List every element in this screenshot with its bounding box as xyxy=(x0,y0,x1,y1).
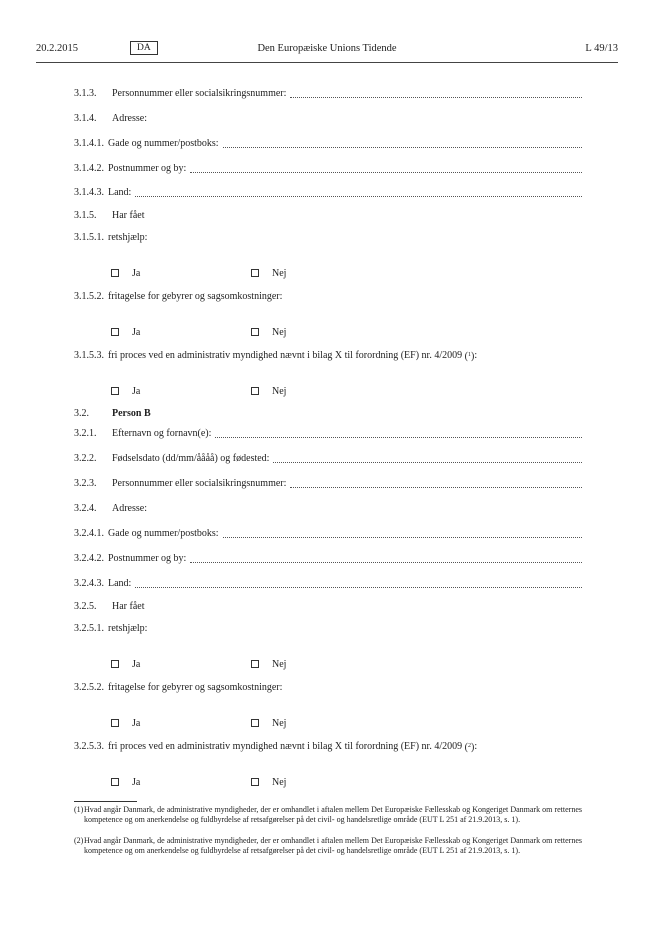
footnote-text: Hvad angår Danmark, de administrative myndigheder, der er omhandlet i aftalen mellem Det Europæiske Fællesskab og Kongeriget Danmark om retternes kompetence og om anerkendelse og fuldbyrdelse af retsafgørelser på det civil- og handelsretlige område (EUT L 251 af 21.9.2013, s. 1). xyxy=(84,836,582,855)
form-row-personnummer-b xyxy=(74,477,582,490)
item-number: 3.2.4. xyxy=(74,503,97,514)
item-label: Har fået xyxy=(112,210,145,221)
form-row-retshjaelp-a xyxy=(74,231,582,244)
item-label: Gade og nummer/postboks: xyxy=(108,138,219,149)
checkbox-nej[interactable] xyxy=(251,269,259,277)
checkbox-label: Ja xyxy=(132,777,141,788)
item-number: 3.2. xyxy=(74,408,89,419)
fill-in-field[interactable] xyxy=(223,137,582,148)
section-title: Person B xyxy=(112,408,151,419)
checkbox-ja[interactable] xyxy=(111,328,119,336)
checkbox-label: Ja xyxy=(132,327,141,338)
form-row-gade-a xyxy=(74,137,582,150)
footnote-2 xyxy=(74,836,582,855)
item-label: fri proces ved en administrativ myndighed nævnt i bilag X til forordning (EF) nr. 4/2009 xyxy=(108,741,463,752)
checkbox-label: Ja xyxy=(132,718,141,729)
checkbox-label: Nej xyxy=(272,386,287,397)
item-number: 3.2.5. xyxy=(74,601,97,612)
checkbox-nej[interactable] xyxy=(251,778,259,786)
header-divider xyxy=(36,62,618,63)
checkbox-nej[interactable] xyxy=(251,387,259,395)
checkbox-label: Nej xyxy=(272,268,287,279)
fill-in-field[interactable] xyxy=(135,186,582,197)
item-number: 3.2.4.1. xyxy=(74,528,104,539)
item-number: 3.2.5.1. xyxy=(74,623,104,634)
form-row-efternavn-b xyxy=(74,427,582,440)
page-number: L 49/13 xyxy=(585,43,618,54)
item-label: retshjælp: xyxy=(108,232,148,243)
checkbox-label: Ja xyxy=(132,386,141,397)
item-label: fritagelse for gebyrer og sagsomkostninger: xyxy=(108,291,283,302)
form-row-retshjaelp-b xyxy=(74,622,582,635)
item-number: 3.1.3. xyxy=(74,88,97,99)
checkbox-ja[interactable] xyxy=(111,387,119,395)
footnote-1 xyxy=(74,805,582,824)
footnote-divider xyxy=(74,801,137,802)
item-label: Land: xyxy=(108,578,132,589)
item-number: 3.2.3. xyxy=(74,478,97,489)
footnote-text: Hvad angår Danmark, de administrative myndigheder, der er omhandlet i aftalen mellem Det Europæiske Fællesskab og Kongeriget Danmark om retternes kompetence og om anerkendelse og fuldbyrdelse af retsafgørelser på det civil- og handelsretlige område (EUT L 251 af 21.9.2013, s. 1). xyxy=(84,805,582,824)
item-number: 3.1.4.3. xyxy=(74,187,104,198)
item-label: Postnummer og by: xyxy=(108,163,187,174)
form-row-gade-b xyxy=(74,527,582,540)
item-label: Gade og nummer/postboks: xyxy=(108,528,219,539)
item-number: 3.2.4.3. xyxy=(74,578,104,589)
checkbox-ja[interactable] xyxy=(111,719,119,727)
section-heading-person-b xyxy=(74,407,582,420)
form-row-fri-proces-a: 3.1.5.3. fri proces ved en administrativ myndighed nævnt i bilag X til forordning (EF) nr. 4/2009 ($^1$) : xyxy=(74,350,478,362)
form-row-har-faaet-b xyxy=(74,600,582,613)
item-number: 3.2.1. xyxy=(74,428,97,439)
form-row-adresse-b xyxy=(74,502,582,515)
form-row-land-a xyxy=(74,186,582,199)
item-label: Postnummer og by: xyxy=(108,553,187,564)
form-row-postnummer-b xyxy=(74,552,582,565)
item-label: Personnummer eller socialsikringsnummer: xyxy=(112,88,287,99)
form-row-personnummer-a xyxy=(74,87,582,100)
item-label: fri proces ved en administrativ myndighed nævnt i bilag X til forordning (EF) nr. 4/2009 xyxy=(108,350,463,361)
checkbox-label: Nej xyxy=(272,718,287,729)
fill-in-field[interactable] xyxy=(135,577,582,588)
item-label: Adresse: xyxy=(112,113,147,124)
footnote-marker: (2) xyxy=(74,836,84,845)
item-number: 3.2.4.2. xyxy=(74,553,104,564)
form-row-fritagelse-a xyxy=(74,290,582,303)
form-row-fritagelse-b xyxy=(74,681,582,694)
fill-in-field[interactable] xyxy=(190,162,582,173)
item-label: retshjælp: xyxy=(108,623,148,634)
footnote-ref[interactable]: 2 xyxy=(467,743,471,749)
item-number: 3.2.5.3. xyxy=(74,741,104,752)
form-row-har-faaet-a xyxy=(74,209,582,222)
journal-title: Den Europæiske Unions Tidende xyxy=(257,43,397,54)
item-number: 3.1.4. xyxy=(74,113,97,124)
item-number: 3.1.5.3. xyxy=(74,350,104,361)
checkbox-label: Ja xyxy=(132,659,141,670)
item-label: Har fået xyxy=(112,601,145,612)
item-number: 3.1.5. xyxy=(74,210,97,221)
checkbox-ja[interactable] xyxy=(111,660,119,668)
item-number: 3.2.5.2. xyxy=(74,682,104,693)
fill-in-field[interactable] xyxy=(215,427,582,438)
form-row-land-b xyxy=(74,577,582,590)
item-suffix: : xyxy=(474,350,478,361)
item-number: 3.1.5.1. xyxy=(74,232,104,243)
form-row-postnummer-a xyxy=(74,162,582,175)
checkbox-ja[interactable] xyxy=(111,778,119,786)
item-label: Adresse: xyxy=(112,503,147,514)
item-number: 3.2.2. xyxy=(74,453,97,464)
checkbox-nej[interactable] xyxy=(251,328,259,336)
checkbox-label: Nej xyxy=(272,777,287,788)
checkbox-nej[interactable] xyxy=(251,660,259,668)
fill-in-field[interactable] xyxy=(273,452,582,463)
item-label: Land: xyxy=(108,187,132,198)
form-row-foedselsdato-b xyxy=(74,452,582,465)
item-number: 3.1.5.2. xyxy=(74,291,104,302)
fill-in-field[interactable] xyxy=(290,87,582,98)
checkbox-label: Ja xyxy=(132,268,141,279)
item-label: fritagelse for gebyrer og sagsomkostninger: xyxy=(108,682,283,693)
fill-in-field[interactable] xyxy=(190,552,582,563)
checkbox-nej[interactable] xyxy=(251,719,259,727)
fill-in-field[interactable] xyxy=(290,477,582,488)
footnote-ref[interactable]: 1 xyxy=(467,352,471,358)
checkbox-label: Nej xyxy=(272,327,287,338)
language-badge: DA xyxy=(130,41,158,55)
item-label: Fødselsdato (dd/mm/åååå) og fødested: xyxy=(112,453,270,464)
item-number: 3.1.4.2. xyxy=(74,163,104,174)
item-number: 3.1.4.1. xyxy=(74,138,104,149)
publication-date: 20.2.2015 xyxy=(36,43,78,54)
item-label: Efternavn og fornavn(e): xyxy=(112,428,212,439)
fill-in-field[interactable] xyxy=(223,527,582,538)
form-row-adresse-a xyxy=(74,112,582,125)
checkbox-label: Nej xyxy=(272,659,287,670)
checkbox-ja[interactable] xyxy=(111,269,119,277)
item-label: Personnummer eller socialsikringsnummer: xyxy=(112,478,287,489)
footnote-marker: (1) xyxy=(74,805,84,814)
page-header xyxy=(36,43,618,57)
form-row-fri-proces-b: 3.2.5.3. fri proces ved en administrativ myndighed nævnt i bilag X til forordning (EF) nr. 4/2009 ($^2$) : xyxy=(74,741,478,753)
item-suffix: : xyxy=(474,741,478,752)
